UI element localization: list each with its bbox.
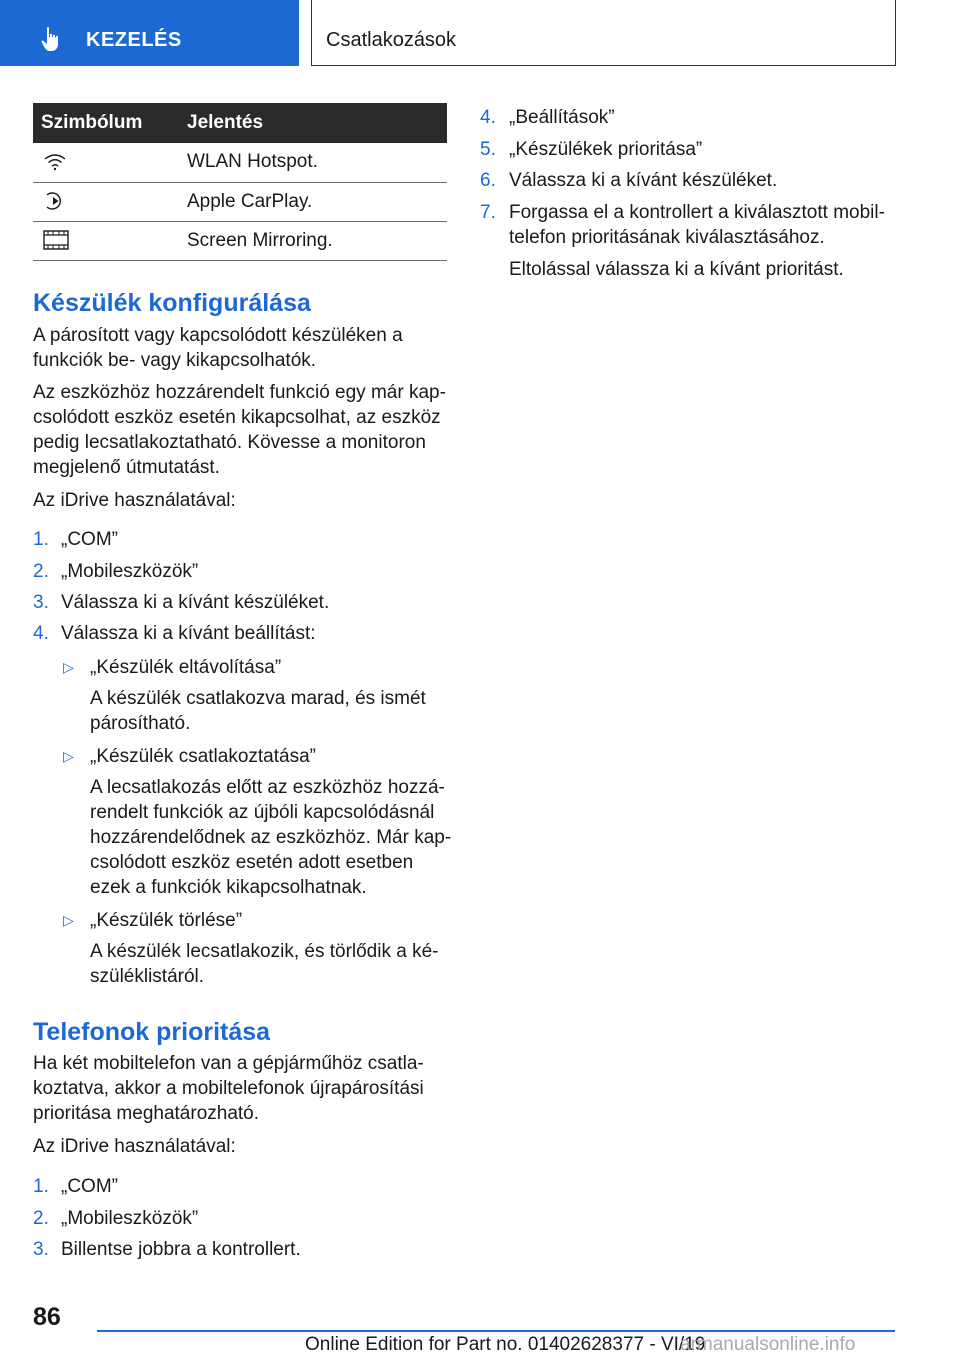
table-header-row	[33, 103, 447, 143]
triangle-bullet-icon: ▷	[63, 912, 74, 928]
table-cell-symbol	[33, 182, 187, 221]
triangle-bullet-icon: ▷	[63, 659, 74, 675]
paragraph-line: Az iDrive használatával:	[33, 490, 236, 511]
table-cell-symbol	[33, 143, 187, 182]
sub-item-text: párosítható.	[90, 713, 191, 734]
step-number: 3.	[33, 592, 49, 613]
sub-item-text: A lecsatlakozás előtt az eszközhöz hozzá-	[90, 777, 445, 798]
wifi-icon	[43, 152, 67, 172]
page-number: 86	[33, 1303, 61, 1331]
step-text: „COM”	[61, 529, 118, 550]
triangle-bullet-icon: ▷	[63, 748, 74, 764]
sub-item-text: A készülék csatlakozva marad, és ismét	[90, 688, 426, 709]
sub-item-text: A készülék lecsatlakozik, és törlődik a ké-	[90, 941, 439, 962]
footer-edition: Online Edition for Part no. 01402628377 - VI/19	[305, 1334, 706, 1355]
table-header-meaning: Jelentés	[187, 103, 447, 143]
table-row	[33, 143, 447, 182]
screen-mirroring-icon	[43, 230, 69, 250]
step-text: Válassza ki a kívánt készüléket.	[509, 170, 778, 191]
step-text: „Beállítások”	[509, 107, 615, 128]
paragraph-line: funkciók be- vagy kikapcsolhatók.	[33, 350, 317, 371]
sub-item-text: szüléklistáról.	[90, 966, 205, 987]
paragraph-line: Az iDrive használatával:	[33, 1136, 236, 1157]
paragraph-line: koztatva, akkor a mobiltelefonok újrapárosítási	[33, 1078, 424, 1099]
section-title-phone-priority: Telefonok prioritása	[33, 1018, 271, 1046]
sub-item-text: rendelt funkciók az újbóli kapcsolódásnál	[90, 802, 435, 823]
watermark: armanualsonline.info	[680, 1334, 856, 1355]
paragraph-line: Ha két mobiltelefon van a gépjárműhöz csatla-	[33, 1053, 424, 1074]
step-number: 1.	[33, 529, 49, 550]
symbol-table	[33, 103, 447, 261]
step-text: „COM”	[61, 1176, 118, 1197]
footer-divider	[97, 1330, 895, 1332]
sub-item-text: hozzárendelődnek az eszközhöz. Már kap-	[90, 827, 452, 848]
page-header	[0, 0, 960, 66]
step-number: 4.	[33, 623, 49, 644]
sub-item-text: csolódott eszköz esetén adott esetben	[90, 852, 414, 873]
chapter-tab	[311, 0, 896, 66]
step-note: Eltolással válassza ki a kívánt prioritást.	[509, 259, 844, 280]
step-text: Válassza ki a kívánt beállítást:	[61, 623, 316, 644]
sub-item-title: „Készülék törlése”	[90, 910, 243, 931]
sub-item-title: „Készülék eltávolítása”	[90, 657, 282, 678]
paragraph-line: A párosított vagy kapcsolódott készüléken a	[33, 325, 403, 346]
step-number: 3.	[33, 1239, 49, 1260]
paragraph-line: pedig lecsatlakoztatható. Kövesse a monitoron	[33, 432, 426, 453]
table-cell-meaning: Apple CarPlay.	[187, 182, 447, 221]
section-tab-label: KEZELÉS	[86, 29, 182, 51]
table-header-symbol: Szimbólum	[33, 103, 187, 143]
table-cell-meaning: WLAN Hotspot.	[187, 143, 447, 182]
step-number: 2.	[33, 1208, 49, 1229]
step-number: 5.	[480, 139, 496, 160]
sub-item-title: „Készülék csatlakoztatása”	[90, 746, 316, 767]
carplay-icon	[43, 191, 67, 211]
step-text: Billentse jobbra a kontrollert.	[61, 1239, 301, 1260]
step-number: 1.	[33, 1176, 49, 1197]
chapter-tab-label: Csatlakozások	[326, 29, 457, 51]
table-row	[33, 182, 447, 221]
sub-item-text: ezek a funkciók kikapcsolhatnak.	[90, 877, 367, 898]
step-text: „Mobileszközök”	[61, 561, 199, 582]
step-text: „Készülékek prioritása”	[509, 139, 703, 160]
step-text: „Mobileszközök”	[61, 1208, 199, 1229]
table-cell-symbol	[33, 221, 187, 260]
paragraph-line: megjelenő útmutatást.	[33, 457, 220, 478]
step-text-continued: telefon prioritásának kiválasztásához.	[509, 227, 825, 248]
step-number: 4.	[480, 107, 496, 128]
hand-pointer-icon	[40, 26, 64, 52]
step-text: Válassza ki a kívánt készüléket.	[61, 592, 330, 613]
step-number: 7.	[480, 202, 496, 223]
step-number: 6.	[480, 170, 496, 191]
section-tab[interactable]	[0, 0, 299, 66]
table-row	[33, 221, 447, 260]
step-number: 2.	[33, 561, 49, 582]
paragraph-line: csolódott eszköz esetén kikapcsolhat, az eszköz	[33, 407, 441, 428]
section-title-device-config: Készülék konfigurálása	[33, 289, 311, 317]
paragraph-line: Az eszközhöz hozzárendelt funkció egy már kap-	[33, 382, 446, 403]
paragraph-line: prioritása meghatározható.	[33, 1103, 260, 1124]
table-cell-meaning: Screen Mirroring.	[187, 221, 447, 260]
step-text: Forgassa el a kontrollert a kiválasztott mobil-	[509, 202, 885, 223]
